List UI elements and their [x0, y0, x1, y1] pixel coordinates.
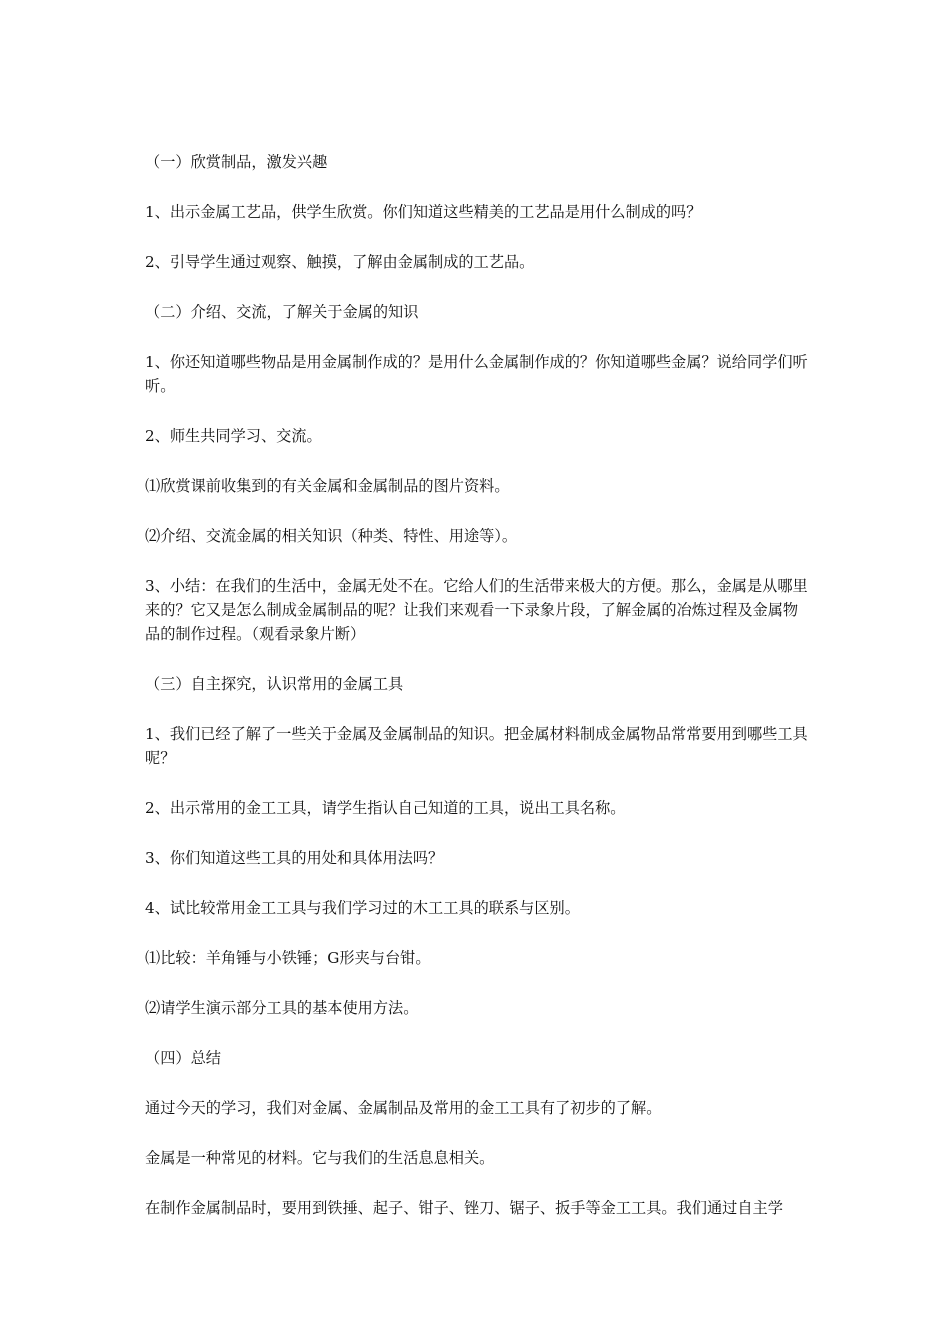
paragraph: 1、出示金属工艺品，供学生欣赏。你们知道这些精美的工艺品是用什么制成的吗？ [145, 203, 702, 221]
paragraph: 1、你还知道哪些物品是用金属制作成的？是用什么金属制作成的？你知道哪些金属？说给同学们听听。 [145, 353, 808, 395]
paragraph: 2、引导学生通过观察、触摸，了解由金属制成的工艺品。 [145, 253, 535, 271]
list-item: ⑴比较：羊角锤与小铁锤；G形夹与台钳。 [145, 949, 431, 967]
list-item: ⑵请学生演示部分工具的基本使用方法。 [145, 999, 419, 1017]
paragraph: 2、出示常用的金工工具，请学生指认自己知道的工具，说出工具名称。 [145, 799, 626, 817]
section-heading-3: （三）自主探究，认识常用的金属工具 [145, 675, 404, 693]
paragraph: 4、试比较常用金工工具与我们学习过的木工工具的联系与区别。 [145, 899, 580, 917]
section-heading-4: （四）总结 [145, 1049, 221, 1067]
list-item: ⑵介绍、交流金属的相关知识（种类、特性、用途等）。 [145, 527, 518, 545]
paragraph: 在制作金属制品时，要用到铁捶、起子、钳子、锉刀、锯子、扳手等金工工具。我们通过自主学 [145, 1199, 783, 1217]
list-item: ⑴欣赏课前收集到的有关金属和金属制品的图片资料。 [145, 477, 510, 495]
paragraph: 1、我们已经了解了一些关于金属及金属制品的知识。把金属材料制成金属物品常常要用到哪些工具呢？ [145, 725, 808, 767]
section-heading-1: （一）欣赏制品，激发兴趣 [145, 153, 328, 171]
paragraph: 3、小结：在我们的生活中，金属无处不在。它给人们的生活带来极大的方便。那么，金属是从哪里来的？它又是怎么制成金属制品的呢？让我们来观看一下录象片段，了解金属的冶炼过程及金属物品的制作过程。（观看录象片断） [145, 577, 808, 643]
paragraph: 2、师生共同学习、交流。 [145, 427, 322, 445]
section-heading-2: （二）介绍、交流，了解关于金属的知识 [145, 303, 419, 321]
paragraph: 3、你们知道这些工具的用处和具体用法吗？ [145, 849, 444, 867]
paragraph: 通过今天的学习，我们对金属、金属制品及常用的金工工具有了初步的了解。 [145, 1099, 662, 1117]
paragraph: 金属是一种常见的材料。它与我们的生活息息相关。 [145, 1149, 495, 1167]
